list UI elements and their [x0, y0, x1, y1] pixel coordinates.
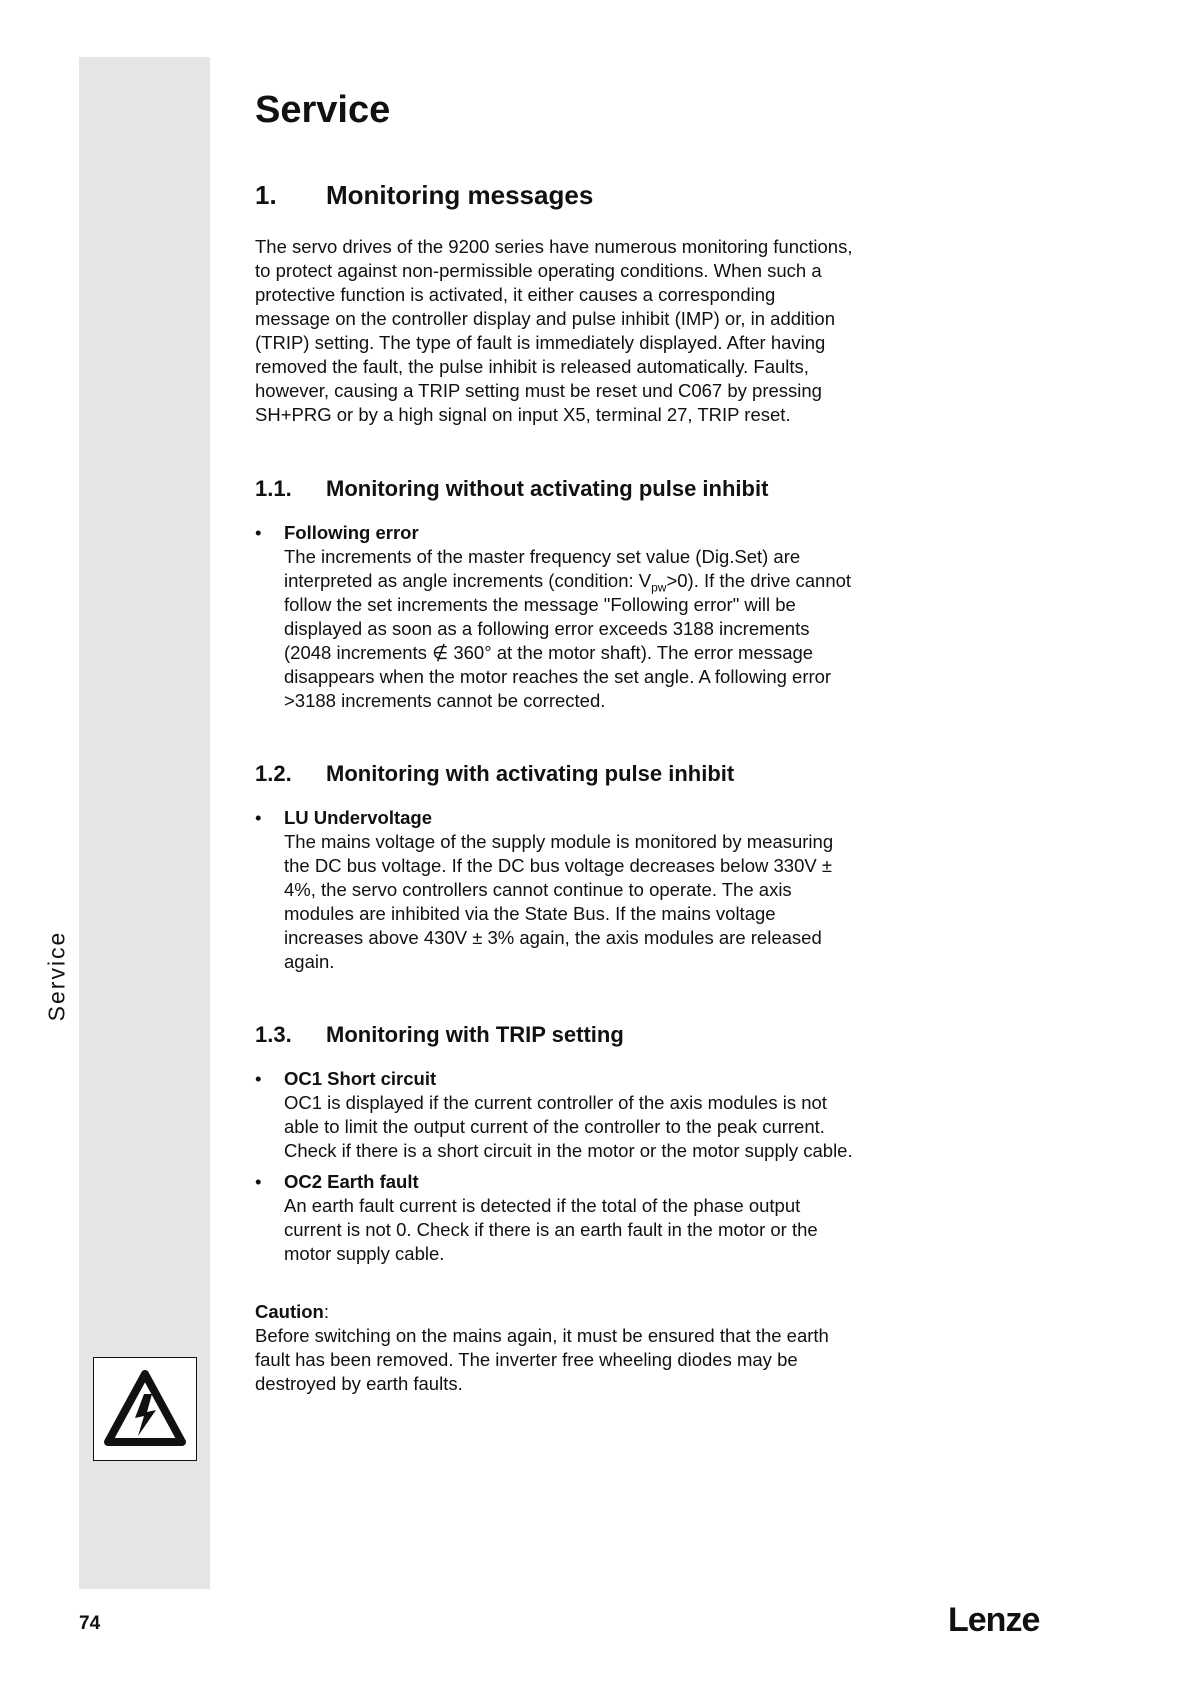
section-1-heading [255, 178, 855, 212]
item-title: LU Undervoltage [284, 807, 433, 828]
section-1-3 [255, 1020, 855, 1266]
bullet-icon: • [255, 1068, 262, 1089]
item-title: OC1 Short circuit [284, 1068, 437, 1089]
section-number: 1. [255, 180, 277, 210]
bullet-icon: • [255, 1171, 262, 1192]
item-title: Following error [284, 522, 419, 543]
section-number: 1.1. [255, 476, 292, 501]
section-number: 1.2. [255, 761, 292, 786]
brand-logo: Lenze [948, 1601, 1040, 1639]
item-text: OC1 is displayed if the current controller of the axis modules is not able to limit the output current of the controller to the peak current. Check if there is a short circuit in the motor or the motor supply cable. [284, 1092, 853, 1161]
section-1-paragraph: The servo drives of the 9200 series have numerous monitoring functions, to protect against non-permissible operating conditions. When such a protective function is activated, it either causes a corresponding message on the controller display and pulse inhibit (IMP) or, in addition (TRIP) setting. The type of fault is immediately displayed. After having removed the fault, the pulse inhibit is released automatically. Faults, however, causing a TRIP setting must be reset und C067 by pressing SH+PRG or by a high signal on input X5, terminal 27, TRIP reset. [255, 236, 853, 425]
section-heading [255, 1020, 855, 1050]
section-heading [255, 759, 855, 789]
bullet-icon: • [255, 807, 262, 828]
item-title: OC2 Earth fault [284, 1171, 419, 1192]
list-item [255, 1067, 855, 1163]
item-text: An earth fault current is detected if the total of the phase output current is not 0. Check if there is an earth fault in the motor or the motor supply cable. [284, 1195, 818, 1264]
page-number: 74 [79, 1613, 101, 1634]
section-title: Monitoring with TRIP setting [326, 1022, 624, 1047]
page-title: Service [255, 89, 391, 131]
caution-text: Before switching on the mains again, it must be ensured that the earth fault has been removed. The inverter free wheeling diodes may be destroyed by earth faults. [255, 1325, 829, 1394]
section-1-1 [255, 474, 855, 713]
item-text: The mains voltage of the supply module is monitored by measuring the DC bus voltage. If the DC bus voltage decreases below 330V ± 4%, the servo controllers cannot continue to operate. The axis modules are inhibited via the State Bus. If the mains voltage increases above 430V ± 3% again, the axis modules are released again. [284, 831, 834, 972]
list-item [255, 521, 855, 713]
section-1-2 [255, 759, 855, 974]
caution-label: Caution [255, 1301, 324, 1322]
side-section-label: Service [43, 930, 70, 1022]
section-number: 1.3. [255, 1022, 292, 1047]
section-heading [255, 474, 855, 504]
section-title: Monitoring messages [326, 180, 594, 210]
bullet-icon: • [255, 522, 262, 543]
item-text: The increments of the master frequency set value (Dig.Set) are interpreted as angle increments (condition: $V_{pw}>0$). If the drive cannot follow the set increments the message "Following error" will be displayed as soon as a following error exceeds 3188 increments (2048 increments ∉ 360° at the motor shaft). The error message disappears when the motor reaches the set angle. A following error >3188 increments cannot be corrected. [284, 546, 852, 711]
section-title: Monitoring without activating pulse inhibit [326, 476, 769, 501]
list-item [255, 806, 855, 974]
main-content [255, 86, 855, 1396]
list-item [255, 1170, 855, 1266]
section-title: Monitoring with activating pulse inhibit [326, 761, 735, 786]
high-voltage-warning-icon [93, 1357, 197, 1461]
caution-note: Caution: Before switching on the mains again, it must be ensured that the earth fault has been removed. The inverter free wheeling diodes may be destroyed by earth faults. [255, 1301, 829, 1394]
